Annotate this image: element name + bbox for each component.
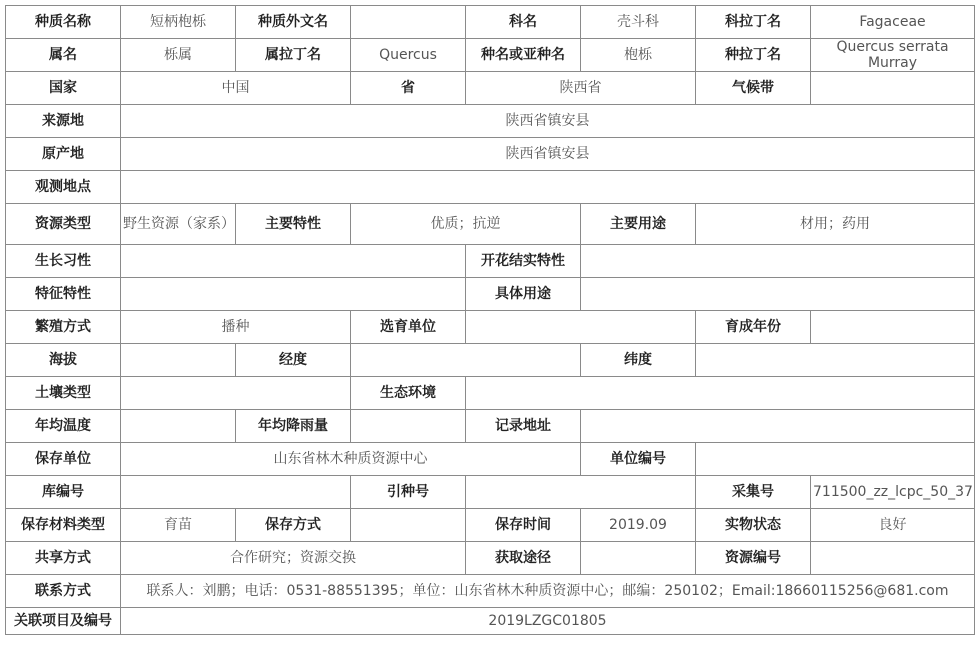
label-eco-env: 生态环境	[351, 377, 466, 410]
label-country: 国家	[6, 72, 121, 105]
row-growth-habit	[6, 245, 975, 278]
label-collect-no: 采集号	[696, 476, 811, 509]
label-main-use: 主要用途	[581, 204, 696, 245]
row-keeper	[6, 443, 975, 476]
value-climate	[811, 72, 975, 105]
value-record-addr	[581, 410, 975, 443]
value-foreign-name	[351, 6, 466, 39]
label-main-traits: 主要特性	[236, 204, 351, 245]
row-contact	[6, 575, 975, 608]
value-keep-time: 2019.09	[581, 509, 696, 542]
value-main-use: 材用；药用	[696, 204, 975, 245]
value-genus-latin: Quercus	[351, 39, 466, 72]
value-province: 陕西省	[466, 72, 696, 105]
value-latitude	[696, 344, 975, 377]
label-family: 科名	[466, 6, 581, 39]
label-contact: 联系方式	[6, 575, 121, 608]
label-breeding-year: 育成年份	[696, 311, 811, 344]
row-project	[6, 608, 975, 635]
value-genus: 栎属	[121, 39, 236, 72]
label-share: 共享方式	[6, 542, 121, 575]
row-share	[6, 542, 975, 575]
value-material-type: 育苗	[121, 509, 236, 542]
label-province: 省	[351, 72, 466, 105]
value-contact: 联系人：刘鹏；电话：0531-88551395；单位：山东省林木种质资源中心；邮编：250102；Email:18660115256@681.com	[121, 575, 975, 608]
label-features: 特征特性	[6, 278, 121, 311]
label-growth-habit: 生长习性	[6, 245, 121, 278]
value-resource-type: 野生资源（家系）	[121, 204, 236, 245]
value-keep-method	[351, 509, 466, 542]
value-species-latin: Quercus serrata Murray	[811, 39, 975, 72]
value-physical-state: 良好	[811, 509, 975, 542]
value-family: 壳斗科	[581, 6, 696, 39]
value-breeding-year	[811, 311, 975, 344]
value-lib-no	[121, 476, 351, 509]
value-project: 2019LZGC01805	[121, 608, 975, 635]
label-physical-state: 实物状态	[696, 509, 811, 542]
label-soil: 土壤类型	[6, 377, 121, 410]
value-soil	[121, 377, 351, 410]
label-name: 种质名称	[6, 6, 121, 39]
value-name: 短柄枹栎	[121, 6, 236, 39]
label-foreign-name: 种质外文名	[236, 6, 351, 39]
value-specific-use	[581, 278, 975, 311]
label-resource-no: 资源编号	[696, 542, 811, 575]
value-family-latin: Fagaceae	[811, 6, 975, 39]
label-latitude: 纬度	[581, 344, 696, 377]
label-project: 关联项目及编号	[6, 608, 121, 635]
label-obs-site: 观测地点	[6, 171, 121, 204]
label-species: 种名或亚种名	[466, 39, 581, 72]
row-origin	[6, 138, 975, 171]
value-obs-site	[121, 171, 975, 204]
row-resource-type	[6, 204, 975, 245]
row-obs-site	[6, 171, 975, 204]
value-features	[121, 278, 466, 311]
label-genus: 属名	[6, 39, 121, 72]
label-record-addr: 记录地址	[466, 410, 581, 443]
label-rain: 年均降雨量	[236, 410, 351, 443]
label-family-latin: 科拉丁名	[696, 6, 811, 39]
row-temp	[6, 410, 975, 443]
value-collect-no: 711500_zz_lcpc_50_37	[811, 476, 975, 509]
value-breeding-unit	[466, 311, 696, 344]
row-country	[6, 72, 975, 105]
label-keep-method: 保存方式	[236, 509, 351, 542]
value-eco-env	[466, 377, 975, 410]
value-propagation: 播种	[121, 311, 351, 344]
value-species: 枹栎	[581, 39, 696, 72]
value-flowering	[581, 245, 975, 278]
label-lib-no: 库编号	[6, 476, 121, 509]
label-keeper: 保存单位	[6, 443, 121, 476]
row-source	[6, 105, 975, 138]
value-resource-no	[811, 542, 975, 575]
value-acquire	[581, 542, 696, 575]
label-intro-no: 引种号	[351, 476, 466, 509]
row-features	[6, 278, 975, 311]
value-longitude	[351, 344, 581, 377]
row-genus	[6, 39, 975, 72]
label-genus-latin: 属拉丁名	[236, 39, 351, 72]
label-propagation: 繁殖方式	[6, 311, 121, 344]
row-material	[6, 509, 975, 542]
value-origin: 陕西省镇安县	[121, 138, 975, 171]
label-flowering: 开花结实特性	[466, 245, 581, 278]
value-altitude	[121, 344, 236, 377]
label-acquire: 获取途径	[466, 542, 581, 575]
germplasm-info-table	[5, 5, 975, 635]
label-specific-use: 具体用途	[466, 278, 581, 311]
label-breeding-unit: 选育单位	[351, 311, 466, 344]
row-lib-no	[6, 476, 975, 509]
label-altitude: 海拔	[6, 344, 121, 377]
label-temp: 年均温度	[6, 410, 121, 443]
label-origin: 原产地	[6, 138, 121, 171]
value-keeper: 山东省林木种质资源中心	[121, 443, 581, 476]
row-altitude	[6, 344, 975, 377]
value-temp	[121, 410, 236, 443]
row-propagation	[6, 311, 975, 344]
label-species-latin: 种拉丁名	[696, 39, 811, 72]
value-intro-no	[466, 476, 696, 509]
value-growth-habit	[121, 245, 466, 278]
label-resource-type: 资源类型	[6, 204, 121, 245]
label-source: 来源地	[6, 105, 121, 138]
row-name	[6, 6, 975, 39]
value-unit-no	[696, 443, 975, 476]
label-keep-time: 保存时间	[466, 509, 581, 542]
value-country: 中国	[121, 72, 351, 105]
value-rain	[351, 410, 466, 443]
value-share: 合作研究；资源交换	[121, 542, 466, 575]
value-main-traits: 优质；抗逆	[351, 204, 581, 245]
label-longitude: 经度	[236, 344, 351, 377]
label-material-type: 保存材料类型	[6, 509, 121, 542]
row-soil	[6, 377, 975, 410]
label-climate: 气候带	[696, 72, 811, 105]
label-unit-no: 单位编号	[581, 443, 696, 476]
value-source: 陕西省镇安县	[121, 105, 975, 138]
